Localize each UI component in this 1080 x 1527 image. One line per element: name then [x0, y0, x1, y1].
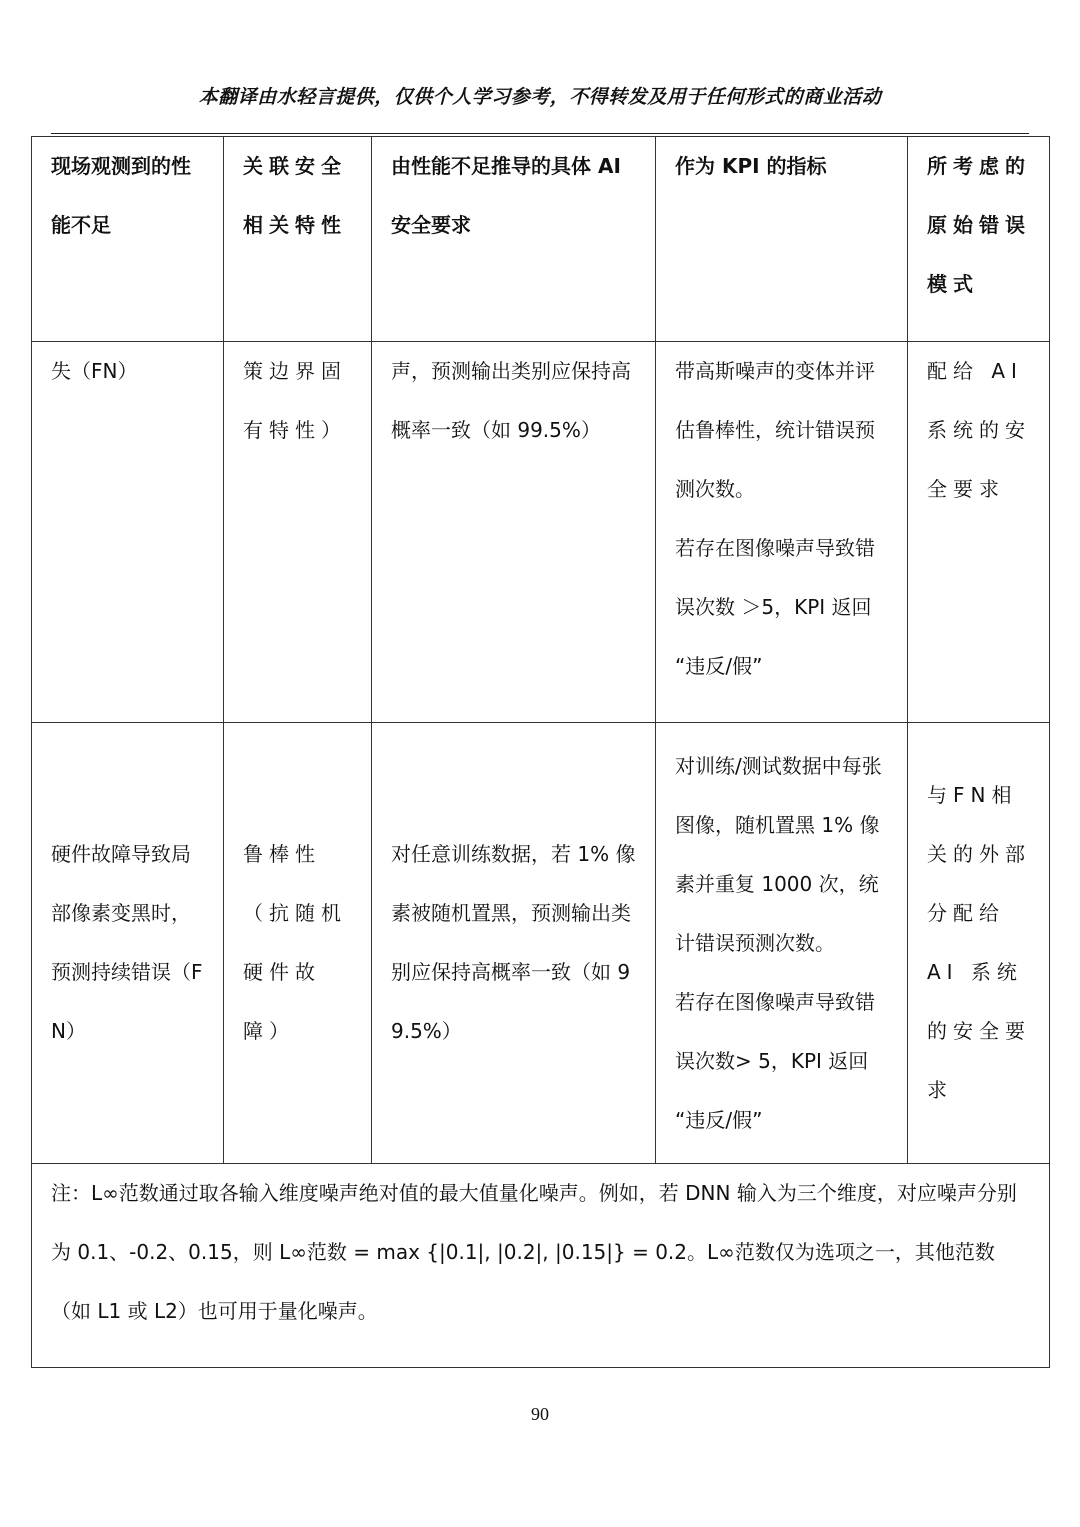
header-divider: [51, 133, 1029, 134]
cell-deficiency: 失（FN）: [32, 342, 224, 723]
table-note: 注：L∞范数通过取各输入维度噪声绝对值的最大值量化噪声。例如，若 DNN 输入为三个维度，对应噪声分别为 0.1、-0.2、0.15，则 L∞范数 = max {|0.1|, |0.2|, |0.15|} = 0.2。L∞范数仅为选项之一，其他范数（如 L1 或 L2）也可用于量化噪声。: [32, 1164, 1050, 1368]
kpi-paragraph: 对训练/测试数据中每张图像，随机置黑 1% 像素并重复 1000 次，统计错误预测次数。: [675, 753, 882, 955]
column-header-property: 关联安全相关特性: [224, 137, 372, 342]
column-header-deficiency: 现场观测到的性能不足: [32, 137, 224, 342]
requirements-table: [31, 136, 1050, 1368]
column-header-kpi: 作为 KPI 的指标: [656, 137, 908, 342]
cell-property: 策边界固有特性）: [224, 342, 372, 723]
page-number: 90: [531, 1404, 549, 1424]
column-header-requirement: 由性能不足推导的具体 AI 安全要求: [372, 137, 656, 342]
table-header-row: [32, 137, 1050, 342]
cell-error-mode: 与FN相关的外部分配给 AI 系统的安全要求: [908, 723, 1050, 1164]
table-row: [32, 342, 1050, 723]
kpi-paragraph: 若存在图像噪声导致错误次数> 5，KPI 返回 “违反/假”: [675, 989, 875, 1132]
cell-kpi: [656, 723, 908, 1164]
table-note-row: [32, 1164, 1050, 1368]
cell-deficiency: 硬件故障导致局部像素变黑时，预测持续错误（FN）: [32, 723, 224, 1164]
cell-property: 鲁棒性（抗随机硬件故障）: [224, 723, 372, 1164]
document-header: 本翻译由水轻言提供，仅供个人学习参考，不得转发及用于任何形式的商业活动: [198, 86, 882, 108]
kpi-paragraph: 带高斯噪声的变体并评估鲁棒性，统计错误预测次数。: [675, 359, 875, 501]
cell-requirement: 对任意训练数据，若 1% 像素被随机置黑，预测输出类别应保持高概率一致（如 99.5%）: [372, 723, 656, 1164]
cell-requirement: 声，预测输出类别应保持高概率一致（如 99.5%）: [372, 342, 656, 723]
column-header-error-mode: 所考虑的原始错误模式: [908, 137, 1050, 342]
kpi-paragraph: 若存在图像噪声导致错误次数 ＞5，KPI 返回 “违反/假”: [675, 536, 875, 678]
cell-error-mode: 配给 AI 系统的安全要求: [908, 342, 1050, 723]
table-row: [32, 723, 1050, 1164]
cell-kpi: [656, 342, 908, 723]
